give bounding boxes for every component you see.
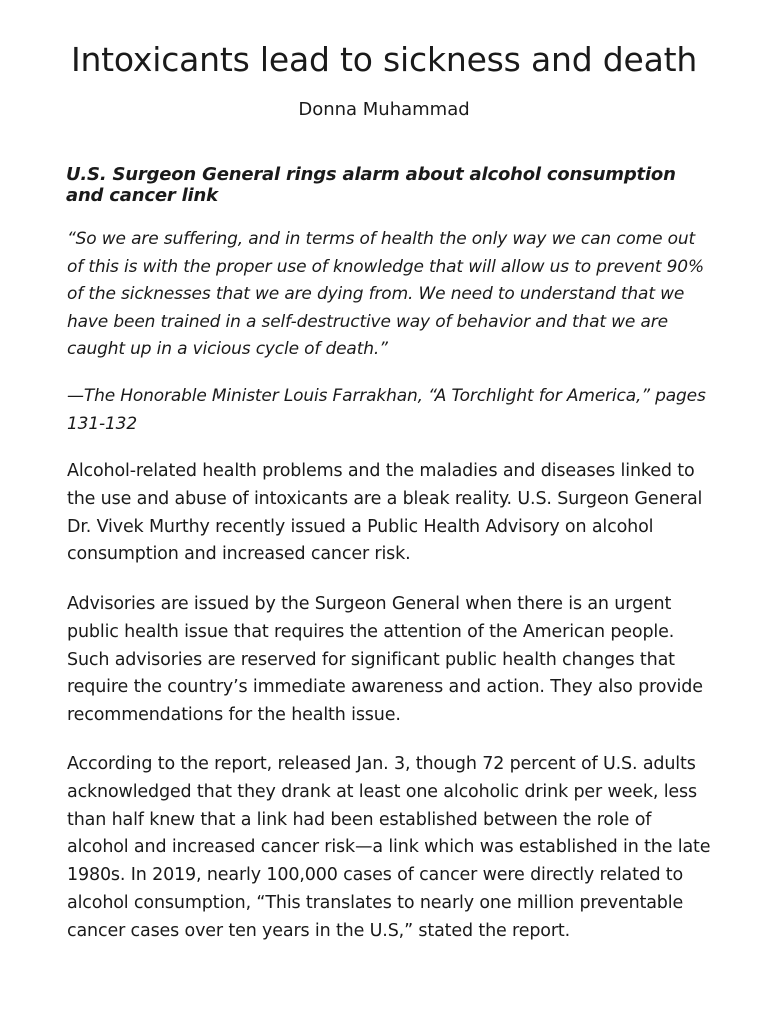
body-paragraph: Alcohol-related health problems and the maladies and diseases linked to the use and abuse of intoxicants are a bleak reality. U.S. Surgeon General Dr. Vivek Murthy recently issued a Public Health Advisory on alcohol consumption and increased cancer risk.: [67, 461, 703, 565]
article-subheading: U.S. Surgeon General rings alarm about alcohol consumption and cancer link: [66, 164, 676, 206]
body-paragraph: Advisories are issued by the Surgeon General when there is an urgent public health issue that requires the attention of the American people. Such advisories are reserved for significant public health changes that require the country’s immediate awareness and action. They also provide recommendations for the health issue.: [67, 594, 703, 726]
article-author: Donna Muhammad: [298, 99, 470, 120]
article-title: Intoxicants lead to sickness and death: [70, 40, 698, 79]
quote-citation: —The Honorable Minister Louis Farrakhan, “A Torchlight for America,” pages 131-132: [67, 386, 706, 434]
body-paragraph: According to the report, released Jan. 3, though 72 percent of U.S. adults acknowledged that they drank at least one alcoholic drink per week, less than half knew that a link had been established between the role of alcohol and increased cancer risk—a link which was established in the late 1980s. In 2019, nearly 100,000 cases of cancer were directly related to alcohol consumption, “This translates to nearly one million preventable cancer cases over ten years in the U.S,” stated the report.: [67, 754, 711, 941]
pull-quote: “So we are suffering, and in terms of health the only way we can come out of this is with the proper use of knowledge that will allow us to prevent 90% of the sicknesses that we are dying from. We need to understand that we have been trained in a self-destructive way of behavior and that we are caught up in a vicious cycle of death.”: [67, 229, 704, 360]
